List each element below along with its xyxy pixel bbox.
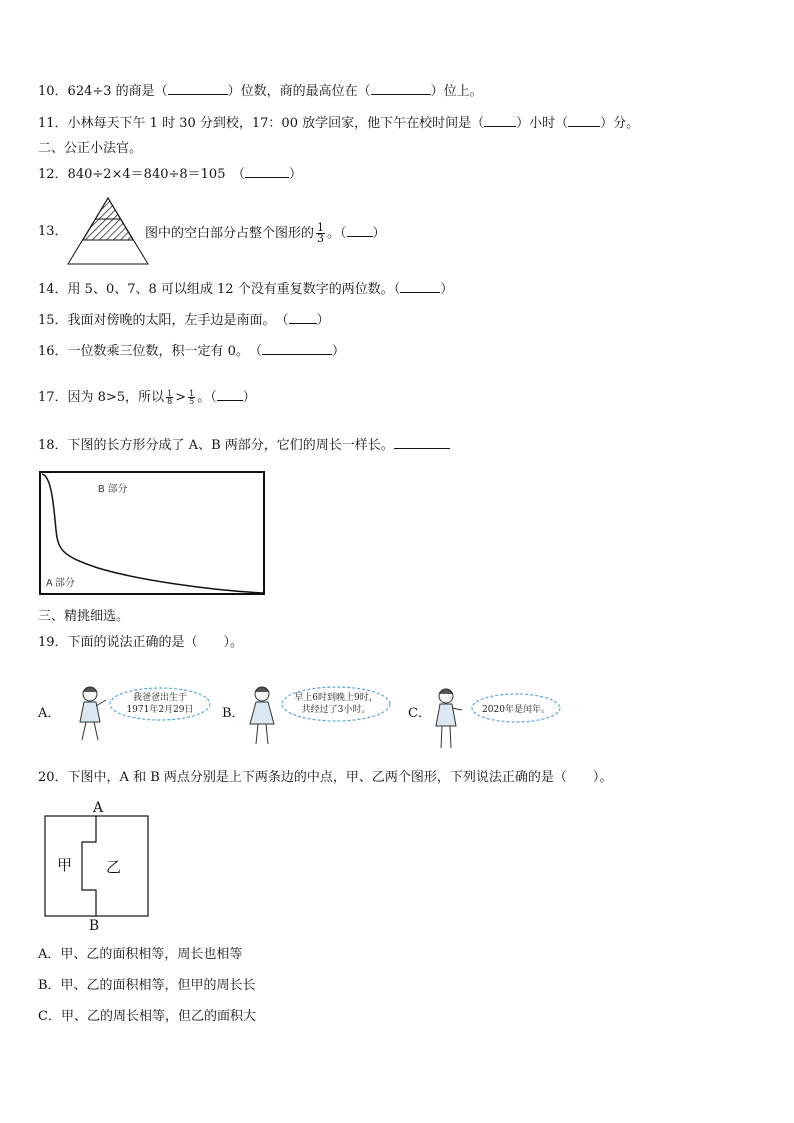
bubble-line-2: 1971年2月29日 [126, 705, 194, 715]
fraction-numerator: 1 [167, 389, 173, 398]
question-text: 。（ [327, 226, 347, 241]
question-10 [38, 82, 483, 101]
option-c-figure[interactable] [430, 684, 566, 752]
answer-blank[interactable] [289, 311, 317, 324]
question-text: ）位上。 [430, 84, 483, 99]
question-text: 图中的空白部分占整个图形的 [145, 226, 315, 241]
question-19 [38, 634, 243, 652]
label-b-part: B 部分 [98, 484, 128, 495]
girl-icon [80, 687, 106, 740]
rectangle-figure [38, 470, 268, 598]
fraction-denominator: 5 [189, 397, 195, 406]
label-a-part: A 部分 [46, 578, 75, 589]
question-text: 624÷3 的商是（ [67, 84, 168, 99]
option-b-figure[interactable] [244, 682, 394, 748]
option-c[interactable]: C．甲、乙的周长相等，但乙的面积大 [38, 1009, 256, 1024]
answer-blank[interactable] [217, 388, 243, 401]
question-text: 840÷2×4＝840÷8＝105 （ [67, 167, 245, 182]
fraction-denominator: 8 [167, 397, 173, 406]
question-text: 小林每天下午 1 时 30 分到校，17：00 放学回家，他下午在校时间是（ [67, 116, 485, 131]
option-b[interactable]: B．甲、乙的面积相等，但甲的周长长 [38, 978, 256, 993]
question-text: ）小时（ [516, 116, 569, 131]
fraction [188, 390, 195, 405]
answer-blank[interactable] [347, 224, 373, 237]
question-12 [38, 165, 302, 184]
question-text: 。（ [197, 390, 217, 405]
point-a-label: A [92, 800, 104, 816]
question-18 [38, 436, 450, 455]
answer-blank[interactable] [371, 82, 431, 95]
question-number: 20． [38, 770, 68, 785]
question-number: 18． [38, 438, 68, 453]
question-number: 19． [38, 635, 68, 650]
fraction-numerator: 1 [189, 389, 195, 398]
question-text: ） [242, 390, 256, 405]
question-text: 因为 8>5，所以 [67, 390, 165, 405]
speech-bubble [110, 688, 210, 720]
question-14 [38, 280, 453, 299]
girl-icon [436, 689, 462, 748]
question-text: ） [331, 344, 345, 359]
question-number: 14． [38, 282, 68, 297]
region-yi-label: 乙 [106, 858, 122, 876]
section-heading: 三、精挑细选。 [38, 609, 130, 624]
question-13-number: 13． [38, 224, 68, 239]
question-text: ） [372, 226, 386, 241]
question-16 [38, 342, 345, 361]
greater-than-sign: > [175, 390, 187, 405]
question-text: 下图中，A 和 B 两点分别是上下两条边的中点，甲、乙两个图形，下列说法正确的是（ ）。 [67, 770, 613, 785]
option-a-figure[interactable] [72, 680, 212, 746]
answer-blank[interactable] [568, 114, 600, 127]
bubble-line-1: 我爸爸出生于 [132, 693, 188, 703]
question-number: 16． [38, 344, 68, 359]
option-c-letter[interactable]: C． [408, 706, 431, 721]
question-number: 17． [38, 390, 68, 405]
question-13 [145, 223, 386, 244]
region-jia-label: 甲 [57, 856, 73, 874]
question-20 [38, 769, 612, 787]
question-text: ） [316, 313, 330, 328]
question-15 [38, 311, 330, 330]
fraction-numerator: 1 [317, 221, 325, 234]
option-b-letter[interactable]: B． [222, 706, 245, 721]
answer-blank[interactable] [262, 342, 332, 355]
option-a[interactable]: A．甲、乙的面积相等，周长也相等 [38, 947, 243, 962]
question-text: ）位数，商的最高位在（ [227, 84, 371, 99]
question-number: 10． [38, 84, 68, 99]
fraction [166, 390, 173, 405]
question-text: ） [288, 167, 302, 182]
answer-blank[interactable] [484, 114, 516, 127]
triangle-figure [66, 195, 150, 267]
question-text: ） [440, 282, 454, 297]
question-number: 11． [38, 116, 68, 131]
question-11 [38, 114, 639, 133]
question-text: 一位数乘三位数，积一定有 0。 （ [67, 344, 262, 359]
answer-blank[interactable] [245, 165, 289, 178]
fraction [316, 223, 325, 244]
question-number: 15． [38, 313, 68, 328]
question-17 [38, 388, 256, 407]
answer-blank[interactable] [168, 82, 228, 95]
speech-bubble [282, 687, 390, 721]
rectangle-ab-figure [38, 796, 158, 936]
bubble-line-1: 早上6时到晚上9时， [294, 693, 378, 703]
speech-bubble [472, 694, 560, 722]
bubble-line-1: 2020年是闰年。 [482, 705, 550, 715]
question-number: 12． [38, 167, 68, 182]
question-text: 下图的长方形分成了 A、B 两部分，它们的周长一样长。 [67, 438, 394, 453]
question-text: 我面对傍晚的太阳，左手边是南面。 （ [67, 313, 289, 328]
section-heading: 二、公正小法官。 [38, 141, 143, 156]
answer-blank[interactable] [400, 280, 440, 293]
question-text: 用 5、0、7、8 可以组成 12 个没有重复数字的两位数。（ [67, 282, 401, 297]
question-text: ）分。 [600, 116, 640, 131]
fraction-denominator: 3 [317, 232, 325, 245]
point-b-label: B [88, 918, 100, 934]
girl-icon [250, 687, 274, 744]
answer-blank[interactable] [394, 436, 450, 449]
question-text: 下面的说法正确的是（ ）。 [67, 635, 244, 650]
bubble-line-2: 共经过了3小时。 [301, 705, 371, 715]
option-a-letter[interactable]: A． [38, 706, 61, 721]
